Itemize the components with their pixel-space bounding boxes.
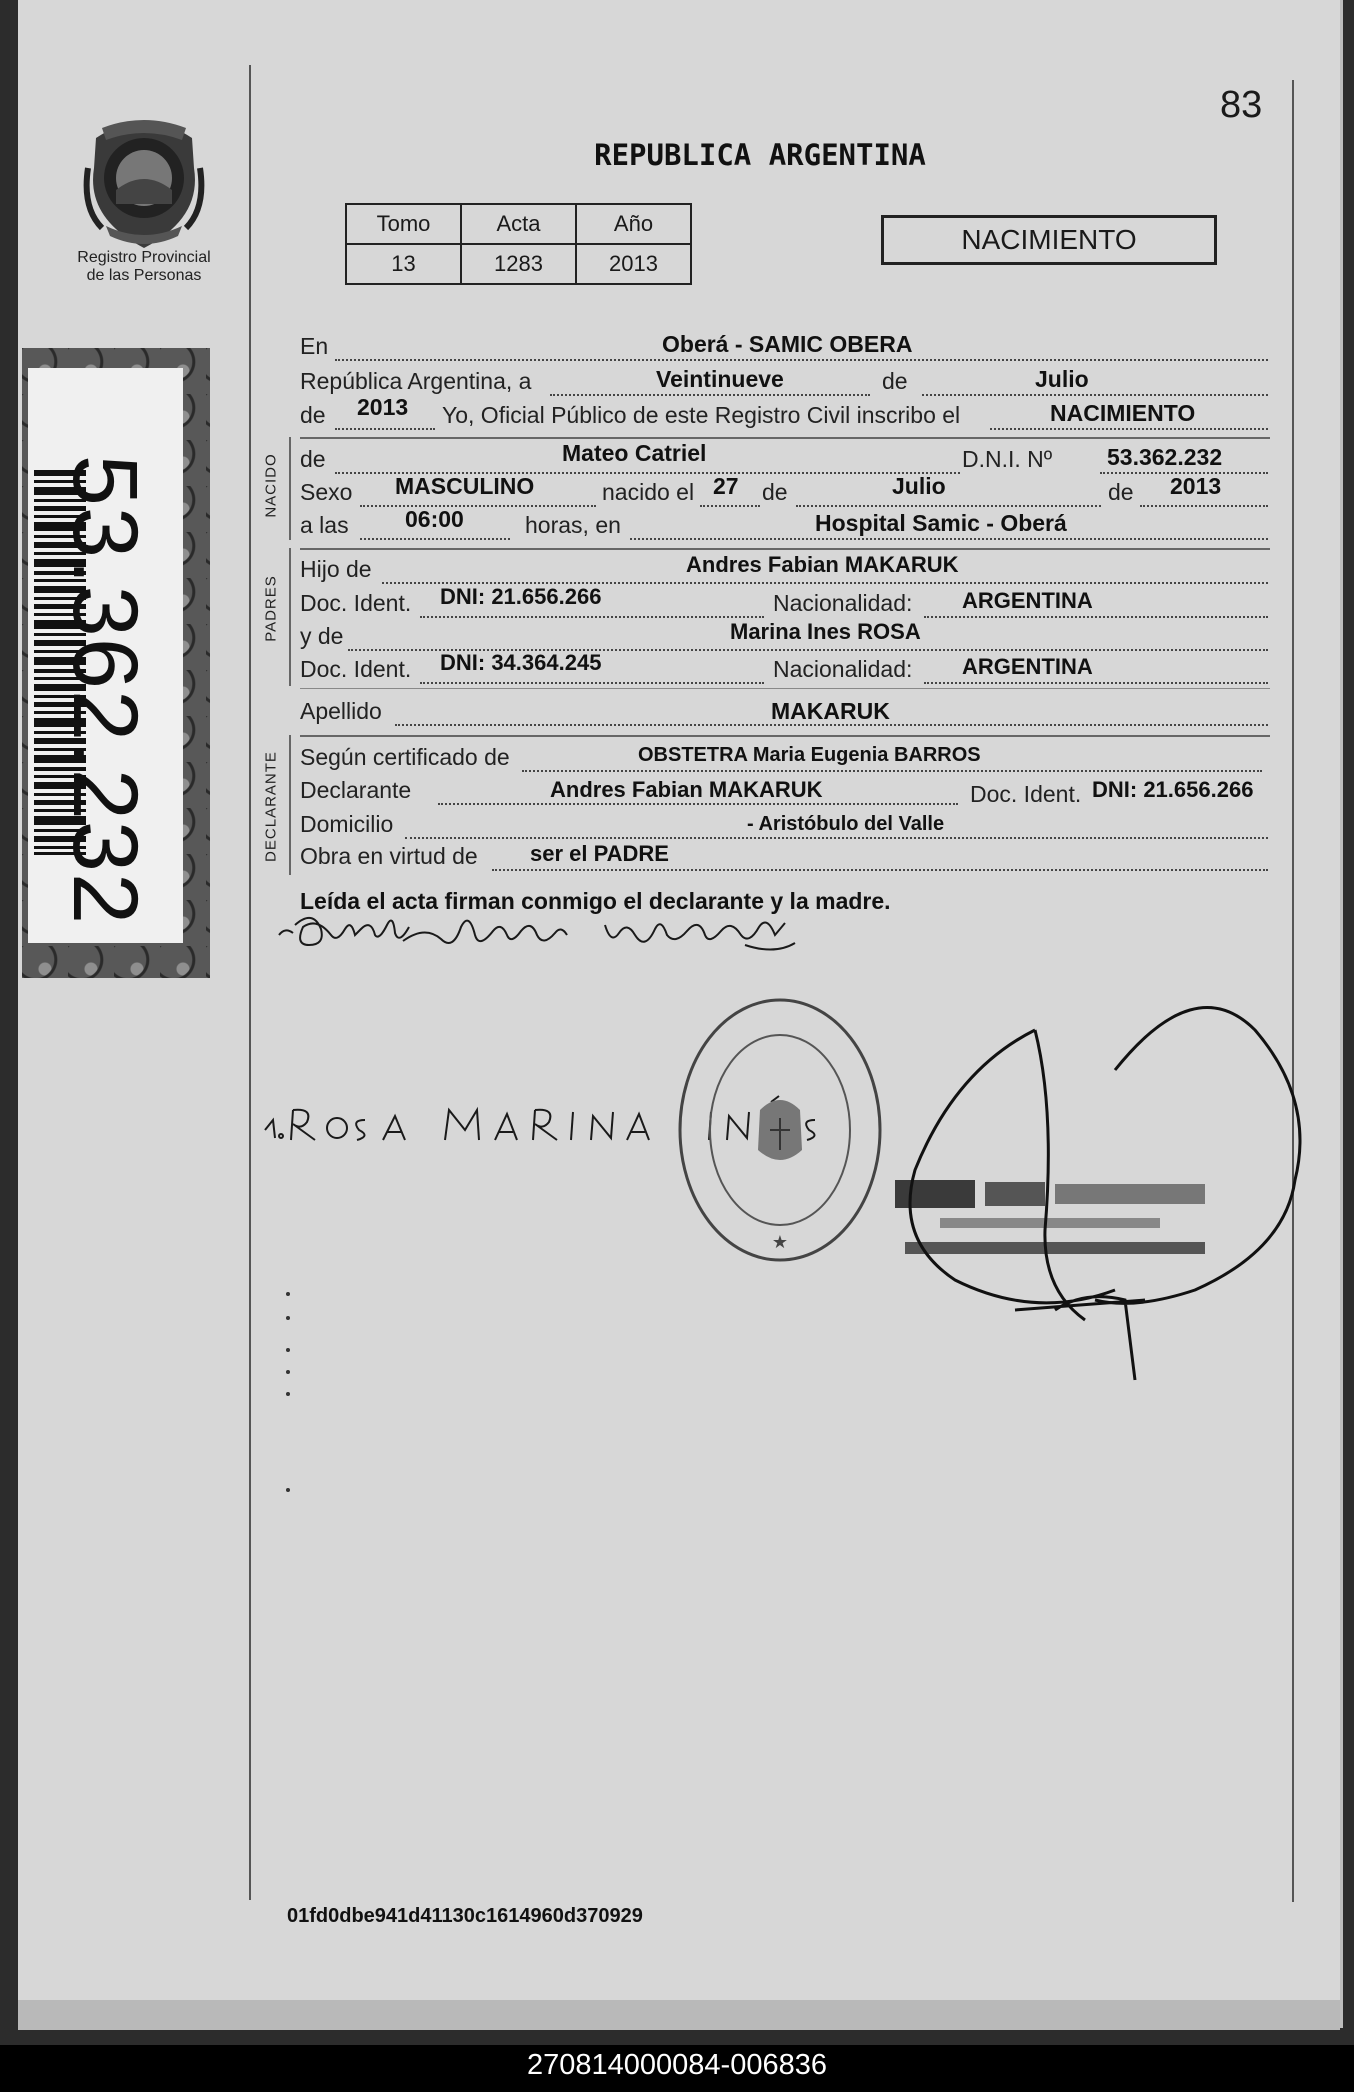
registry-label-line2: de las Personas	[86, 267, 202, 284]
dotted-line	[700, 505, 760, 507]
father-name: Andres Fabian MAKARUK	[686, 552, 959, 577]
section-rule	[300, 688, 1270, 689]
birth-day: 27	[713, 473, 739, 499]
official-round-stamp	[670, 990, 890, 1270]
mother-nationality: ARGENTINA	[962, 654, 1093, 679]
dotted-line	[990, 428, 1268, 430]
table-header-row	[346, 204, 691, 244]
margin-rule	[249, 65, 251, 1900]
section-rule	[300, 735, 1270, 737]
doc-ident-label: Doc. Ident.	[970, 781, 1082, 807]
page-number: 83	[1220, 84, 1263, 126]
closing-statement: Leída el acta firman conmigo el declarante y la madre.	[300, 888, 891, 914]
year-value: 2013	[357, 394, 409, 420]
nacido-section-label: NACIDO	[262, 453, 280, 518]
dotted-line	[420, 682, 764, 684]
section-rule	[300, 548, 1270, 550]
row-year	[300, 394, 1268, 432]
svg-text:★: ★	[771, 1232, 789, 1252]
dotted-line	[360, 538, 510, 540]
row-apellido	[300, 698, 1268, 728]
dotted-line	[360, 505, 596, 507]
declarante-value: Andres Fabian MAKARUK	[550, 777, 823, 802]
row-declarante	[300, 777, 1268, 807]
registry-label	[60, 249, 228, 285]
row-father-doc	[300, 584, 1268, 620]
doc-ident-label: Doc. Ident.	[300, 590, 412, 616]
row-y-de	[300, 619, 1268, 653]
nacido-dni: 53.362.232	[1107, 444, 1223, 470]
apellido-label: Apellido	[300, 698, 382, 724]
margin-dot	[285, 1480, 291, 1500]
de2-label: de	[300, 402, 326, 428]
republica-label: República Argentina, a	[300, 368, 532, 394]
en-label: En	[300, 333, 329, 359]
row-mother-doc	[300, 650, 1268, 686]
bottom-code: 270814000084-006836	[527, 2049, 827, 2081]
table-row	[346, 244, 691, 284]
father-doc: DNI: 21.656.266	[440, 584, 602, 609]
dotted-line	[922, 394, 1268, 396]
tomo-header: Tomo	[346, 204, 461, 244]
reference-table	[345, 203, 692, 285]
horas-label: horas, en	[525, 512, 621, 538]
dotted-line	[522, 770, 1262, 772]
dotted-line	[405, 837, 1268, 839]
registry-label-line1: Registro Provincial	[77, 249, 211, 266]
y-de-label: y de	[300, 623, 344, 649]
domicilio-value: - Aristóbulo del Valle	[747, 813, 945, 835]
segun-label: Según certificado de	[300, 744, 510, 770]
birth-place: Hospital Samic - Oberá	[815, 510, 1067, 536]
mother-doc: DNI: 34.364.245	[440, 650, 602, 675]
dotted-line	[335, 428, 435, 430]
dotted-line	[630, 538, 1268, 540]
day-value: Veintinueve	[656, 366, 784, 392]
birth-month: Julio	[892, 473, 946, 499]
dotted-line	[335, 359, 1268, 361]
sexo-label: Sexo	[300, 479, 353, 505]
anio-value: 2013	[576, 244, 691, 284]
record-type-box: NACIMIENTO	[881, 215, 1217, 265]
declarante-label: Declarante	[300, 777, 412, 803]
document-hash: 01fd0dbe941d41130c1614960d370929	[287, 1905, 643, 1927]
acta-header: Acta	[461, 204, 576, 244]
dotted-line	[492, 869, 1268, 871]
dni-label: D.N.I. Nº	[962, 446, 1053, 472]
yo-label: Yo, Oficial Público de este Registro Civil inscribo el	[442, 402, 961, 428]
de-label: de	[882, 368, 908, 394]
sexo-value: MASCULINO	[395, 473, 535, 499]
dotted-line	[438, 803, 958, 805]
doc-ident-label: Doc. Ident.	[300, 656, 412, 682]
page-edge-shadow	[18, 2000, 1340, 2030]
dotted-line	[550, 394, 870, 396]
document-title: REPUBLICA ARGENTINA	[594, 138, 926, 172]
barcode-number: 53.362.232	[54, 454, 156, 926]
row-domicilio	[300, 811, 1268, 841]
nacido-de-label: de	[300, 446, 326, 472]
nacido-el-label: nacido el	[602, 479, 695, 505]
en-value: Oberá - SAMIC OBERA	[662, 331, 913, 357]
inscribo-value: NACIMIENTO	[1050, 400, 1196, 426]
section-rule	[300, 437, 1270, 439]
row-hora	[300, 506, 1268, 542]
dotted-line	[1140, 505, 1268, 507]
birth-time: 06:00	[405, 506, 464, 532]
nacionalidad-label: Nacionalidad:	[773, 590, 913, 616]
row-obra	[300, 843, 1268, 873]
dotted-line	[796, 505, 1101, 507]
dotted-line	[924, 682, 1268, 684]
nacido-name: Mateo Catriel	[562, 440, 707, 466]
padres-section-label: PADRES	[262, 575, 280, 642]
row-sexo	[300, 473, 1268, 509]
row-en	[300, 333, 1268, 363]
dotted-line	[924, 616, 1268, 618]
tomo-value: 13	[346, 244, 461, 284]
officer-signature	[895, 990, 1315, 1390]
section-bar	[289, 735, 291, 875]
obra-label: Obra en virtud de	[300, 843, 478, 869]
misiones-crest-icon	[82, 108, 206, 256]
a-las-label: a las	[300, 512, 349, 538]
row-segun	[300, 744, 1268, 774]
anio-header: Año	[576, 204, 691, 244]
row-hijo-de	[300, 552, 1268, 586]
father-nationality: ARGENTINA	[962, 588, 1093, 613]
section-bar	[289, 437, 291, 540]
margin-dots	[285, 1290, 291, 1410]
row-nacido-name	[300, 440, 1268, 476]
acta-value: 1283	[461, 244, 576, 284]
row-republica	[300, 368, 1268, 398]
section-bar	[289, 548, 291, 686]
declarant-signature	[275, 905, 805, 965]
obra-value: ser el PADRE	[530, 841, 669, 866]
certificado-value: OBSTETRA Maria Eugenia BARROS	[638, 744, 981, 766]
declarante-doc: DNI: 21.656.266	[1092, 777, 1254, 802]
dotted-line	[420, 616, 764, 618]
hijo-de-label: Hijo de	[300, 556, 372, 582]
domicilio-label: Domicilio	[300, 811, 394, 837]
apellido-value: MAKARUK	[771, 698, 890, 724]
nacionalidad-label: Nacionalidad:	[773, 656, 913, 682]
mother-name: Marina Ines ROSA	[730, 619, 921, 644]
month-value: Julio	[1035, 366, 1089, 392]
declarante-section-label: DECLARANTE	[262, 751, 280, 862]
de-label: de	[1108, 479, 1134, 505]
birth-year: 2013	[1170, 473, 1222, 499]
de-label: de	[762, 479, 788, 505]
